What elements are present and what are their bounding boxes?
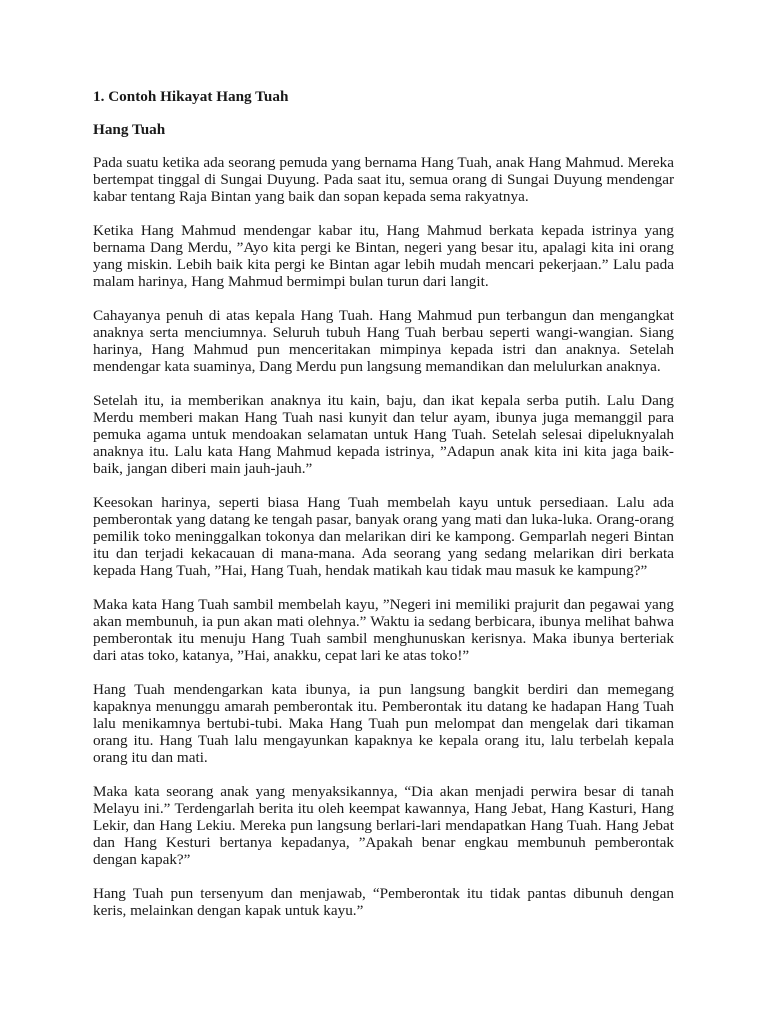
- paragraph: Pada suatu ketika ada seorang pemuda yang bernama Hang Tuah, anak Hang Mahmud. Mereka bertempat tinggal di Sungai Duyung. Pada saat itu, semua orang di Sungai Duyung mendengar kabar tentang Raja Bintan yang baik dan sopan kepada sema rakyatnya.: [93, 154, 674, 205]
- paragraph: Maka kata Hang Tuah sambil membelah kayu, ”Negeri ini memiliki prajurit dan pegawai yang akan membunuh, ia pun akan mati olehnya.” Waktu ia sedang berbicara, ibunya melihat bahwa pemberontak itu menuju Hang Tuah sambil menghunuskan kerisnya. Maka ibunya berteriak dari atas toko, katanya, ”Hai, anakku, cepat lari ke atas toko!”: [93, 596, 674, 664]
- story-title: Hang Tuah: [93, 121, 166, 138]
- document-title: 1. Contoh Hikayat Hang Tuah: [93, 88, 289, 105]
- paragraph: Ketika Hang Mahmud mendengar kabar itu, Hang Mahmud berkata kepada istrinya yang bernama Dang Merdu, ”Ayo kita pergi ke Bintan, negeri yang besar itu, apalagi kita ini orang yang miskin. Lebih baik kita pergi ke Bintan agar lebih mudah mencari pekerjaan.” Lalu pada malam harinya, Hang Mahmud bermimpi bulan turun dari langit.: [93, 222, 674, 290]
- paragraph: Hang Tuah mendengarkan kata ibunya, ia pun langsung bangkit berdiri dan memegang kapaknya menunggu amarah pemberontak itu. Pemberontak itu datang ke hadapan Hang Tuah lalu menikamnya bertubi-tubi. Maka Hang Tuah pun melompat dan mengelak dari tikaman orang itu. Hang Tuah lalu mengayunkan kapaknya ke kepala orang itu, lalu terbelah kepala orang itu dan mati.: [93, 681, 674, 766]
- document-page: [93, 86, 674, 919]
- paragraph: Keesokan harinya, seperti biasa Hang Tuah membelah kayu untuk persediaan. Lalu ada pemberontak yang datang ke tengah pasar, banyak orang yang mati dan luka-luka. Orang-orang pemilik toko meninggalkan tokonya dan melarikan diri ke kampong. Gemparlah negeri Bintan itu dan terjadi kekacauan di mana-mana. Ada seorang yang sedang melarikan diri berkata kepada Hang Tuah, ”Hai, Hang Tuah, hendak matikah kau tidak mau masuk ke kampung?”: [93, 494, 674, 579]
- paragraph: Maka kata seorang anak yang menyaksikannya, “Dia akan menjadi perwira besar di tanah Melayu ini.” Terdengarlah berita itu oleh keempat kawannya, Hang Jebat, Hang Kasturi, Hang Lekir, dan Hang Lekiu. Mereka pun langsung berlari-lari mendapatkan Hang Tuah. Hang Jebat dan Hang Kesturi bertanya kepadanya, ”Apakah benar engkau membunuh pemberontak dengan kapak?”: [93, 783, 674, 868]
- paragraph: Cahayanya penuh di atas kepala Hang Tuah. Hang Mahmud pun terbangun dan mengangkat anaknya serta menciumnya. Seluruh tubuh Hang Tuah berbau seperti wangi-wangian. Siang harinya, Hang Mahmud pun menceritakan mimpinya kepada istri dan anaknya. Setelah mendengar kata suaminya, Dang Merdu pun langsung memandikan dan melulurkan anaknya.: [93, 307, 674, 375]
- paragraph: Setelah itu, ia memberikan anaknya itu kain, baju, dan ikat kepala serba putih. Lalu Dang Merdu memberi makan Hang Tuah nasi kunyit dan telur ayam, ibunya juga memanggil para pemuka agama untuk mendoakan selamatan untuk Hang Tuah. Setelah selesai dipeluknyalah anaknya itu. Lalu kata Hang Mahmud kepada istrinya, ”Adapun anak kita ini kita jaga baik-baik, jangan diberi main jauh-jauh.”: [93, 392, 674, 477]
- paragraph: Hang Tuah pun tersenyum dan menjawab, “Pemberontak itu tidak pantas dibunuh dengan keris, melainkan dengan kapak untuk kayu.”: [93, 885, 674, 919]
